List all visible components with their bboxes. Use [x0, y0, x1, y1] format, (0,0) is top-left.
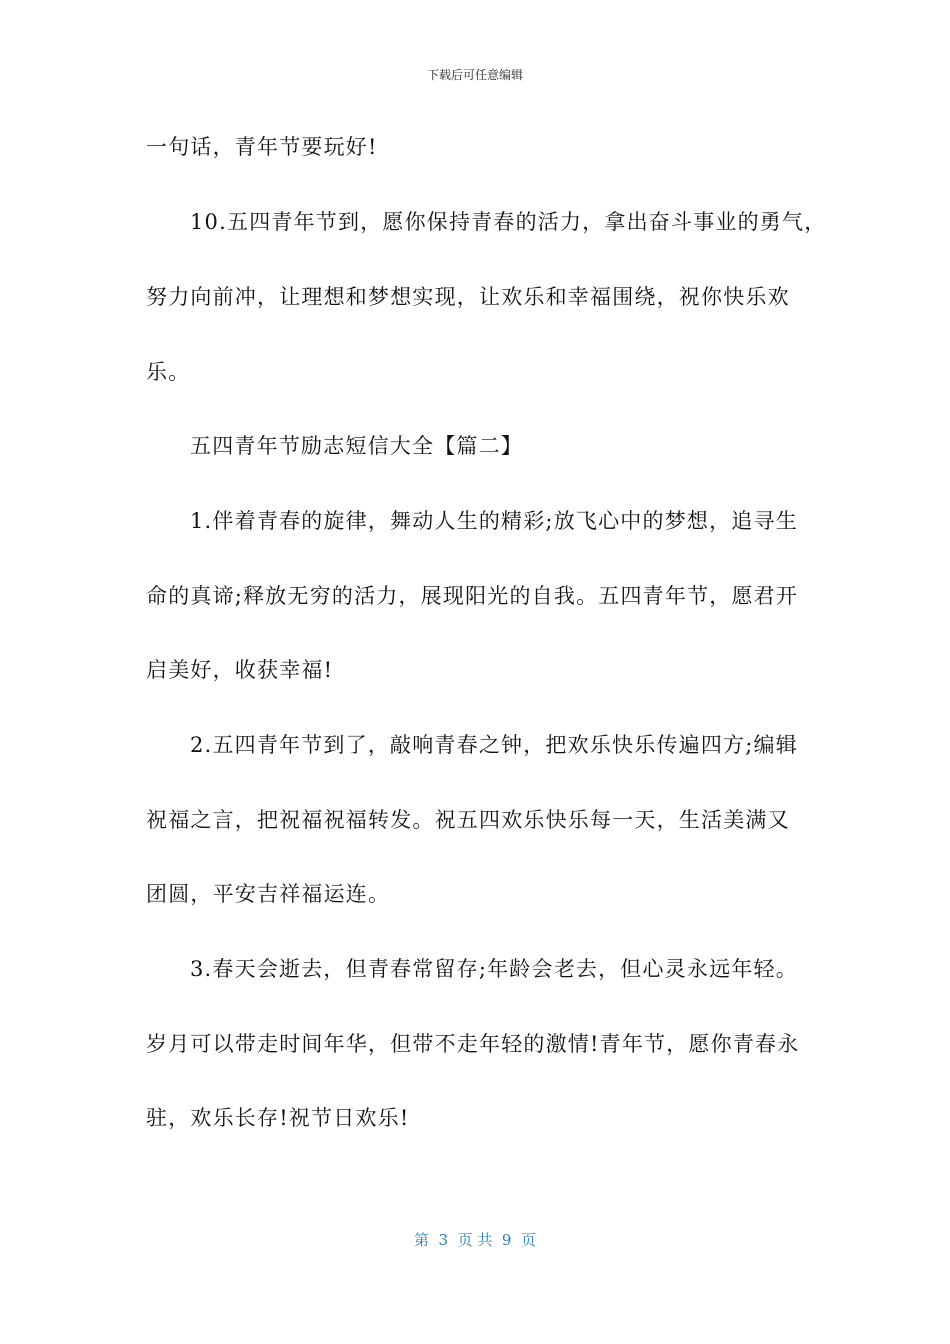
text-line: 乐。	[146, 360, 191, 384]
text-line: 启美好，收获幸福!	[146, 658, 334, 682]
page-number-footer: 第 3 页 共 9 页	[414, 1231, 536, 1249]
text-line: 祝福之言，把祝福祝福转发。祝五四欢乐快乐每一天，生活美满又	[146, 808, 790, 832]
text-line: 2.五四青年节到了，敲响青春之钟，把欢乐快乐传遍四方;编辑	[190, 733, 798, 757]
text-line: 努力向前冲，让理想和梦想实现，让欢乐和幸福围绕，祝你快乐欢	[146, 285, 790, 309]
page-header-note: 下载后可任意编辑	[426, 68, 523, 82]
text-line: 岁月可以带走时间年华，但带不走年轻的激情!青年节，愿你青春永	[146, 1032, 800, 1056]
text-line: 团圆，平安吉祥福运连。	[146, 882, 391, 906]
text-line: 驻，欢乐长存!祝节日欢乐!	[146, 1106, 410, 1130]
text-line: 10.五四青年节到，愿你保持青春的活力，拿出奋斗事业的勇气，	[190, 210, 827, 234]
text-line: 1.伴着青春的旋律，舞动人生的精彩;放飞心中的梦想，追寻生	[190, 509, 798, 533]
section-heading: 五四青年节励志短信大全【篇二】	[190, 434, 523, 458]
text-line: 命的真谛;释放无穷的活力，展现阳光的自我。五四青年节，愿君开	[146, 584, 799, 608]
text-line: 3.春天会逝去，但青春常留存;年龄会老去，但心灵永远年轻。	[190, 957, 798, 981]
text-line: 一句话，青年节要玩好!	[146, 135, 378, 159]
